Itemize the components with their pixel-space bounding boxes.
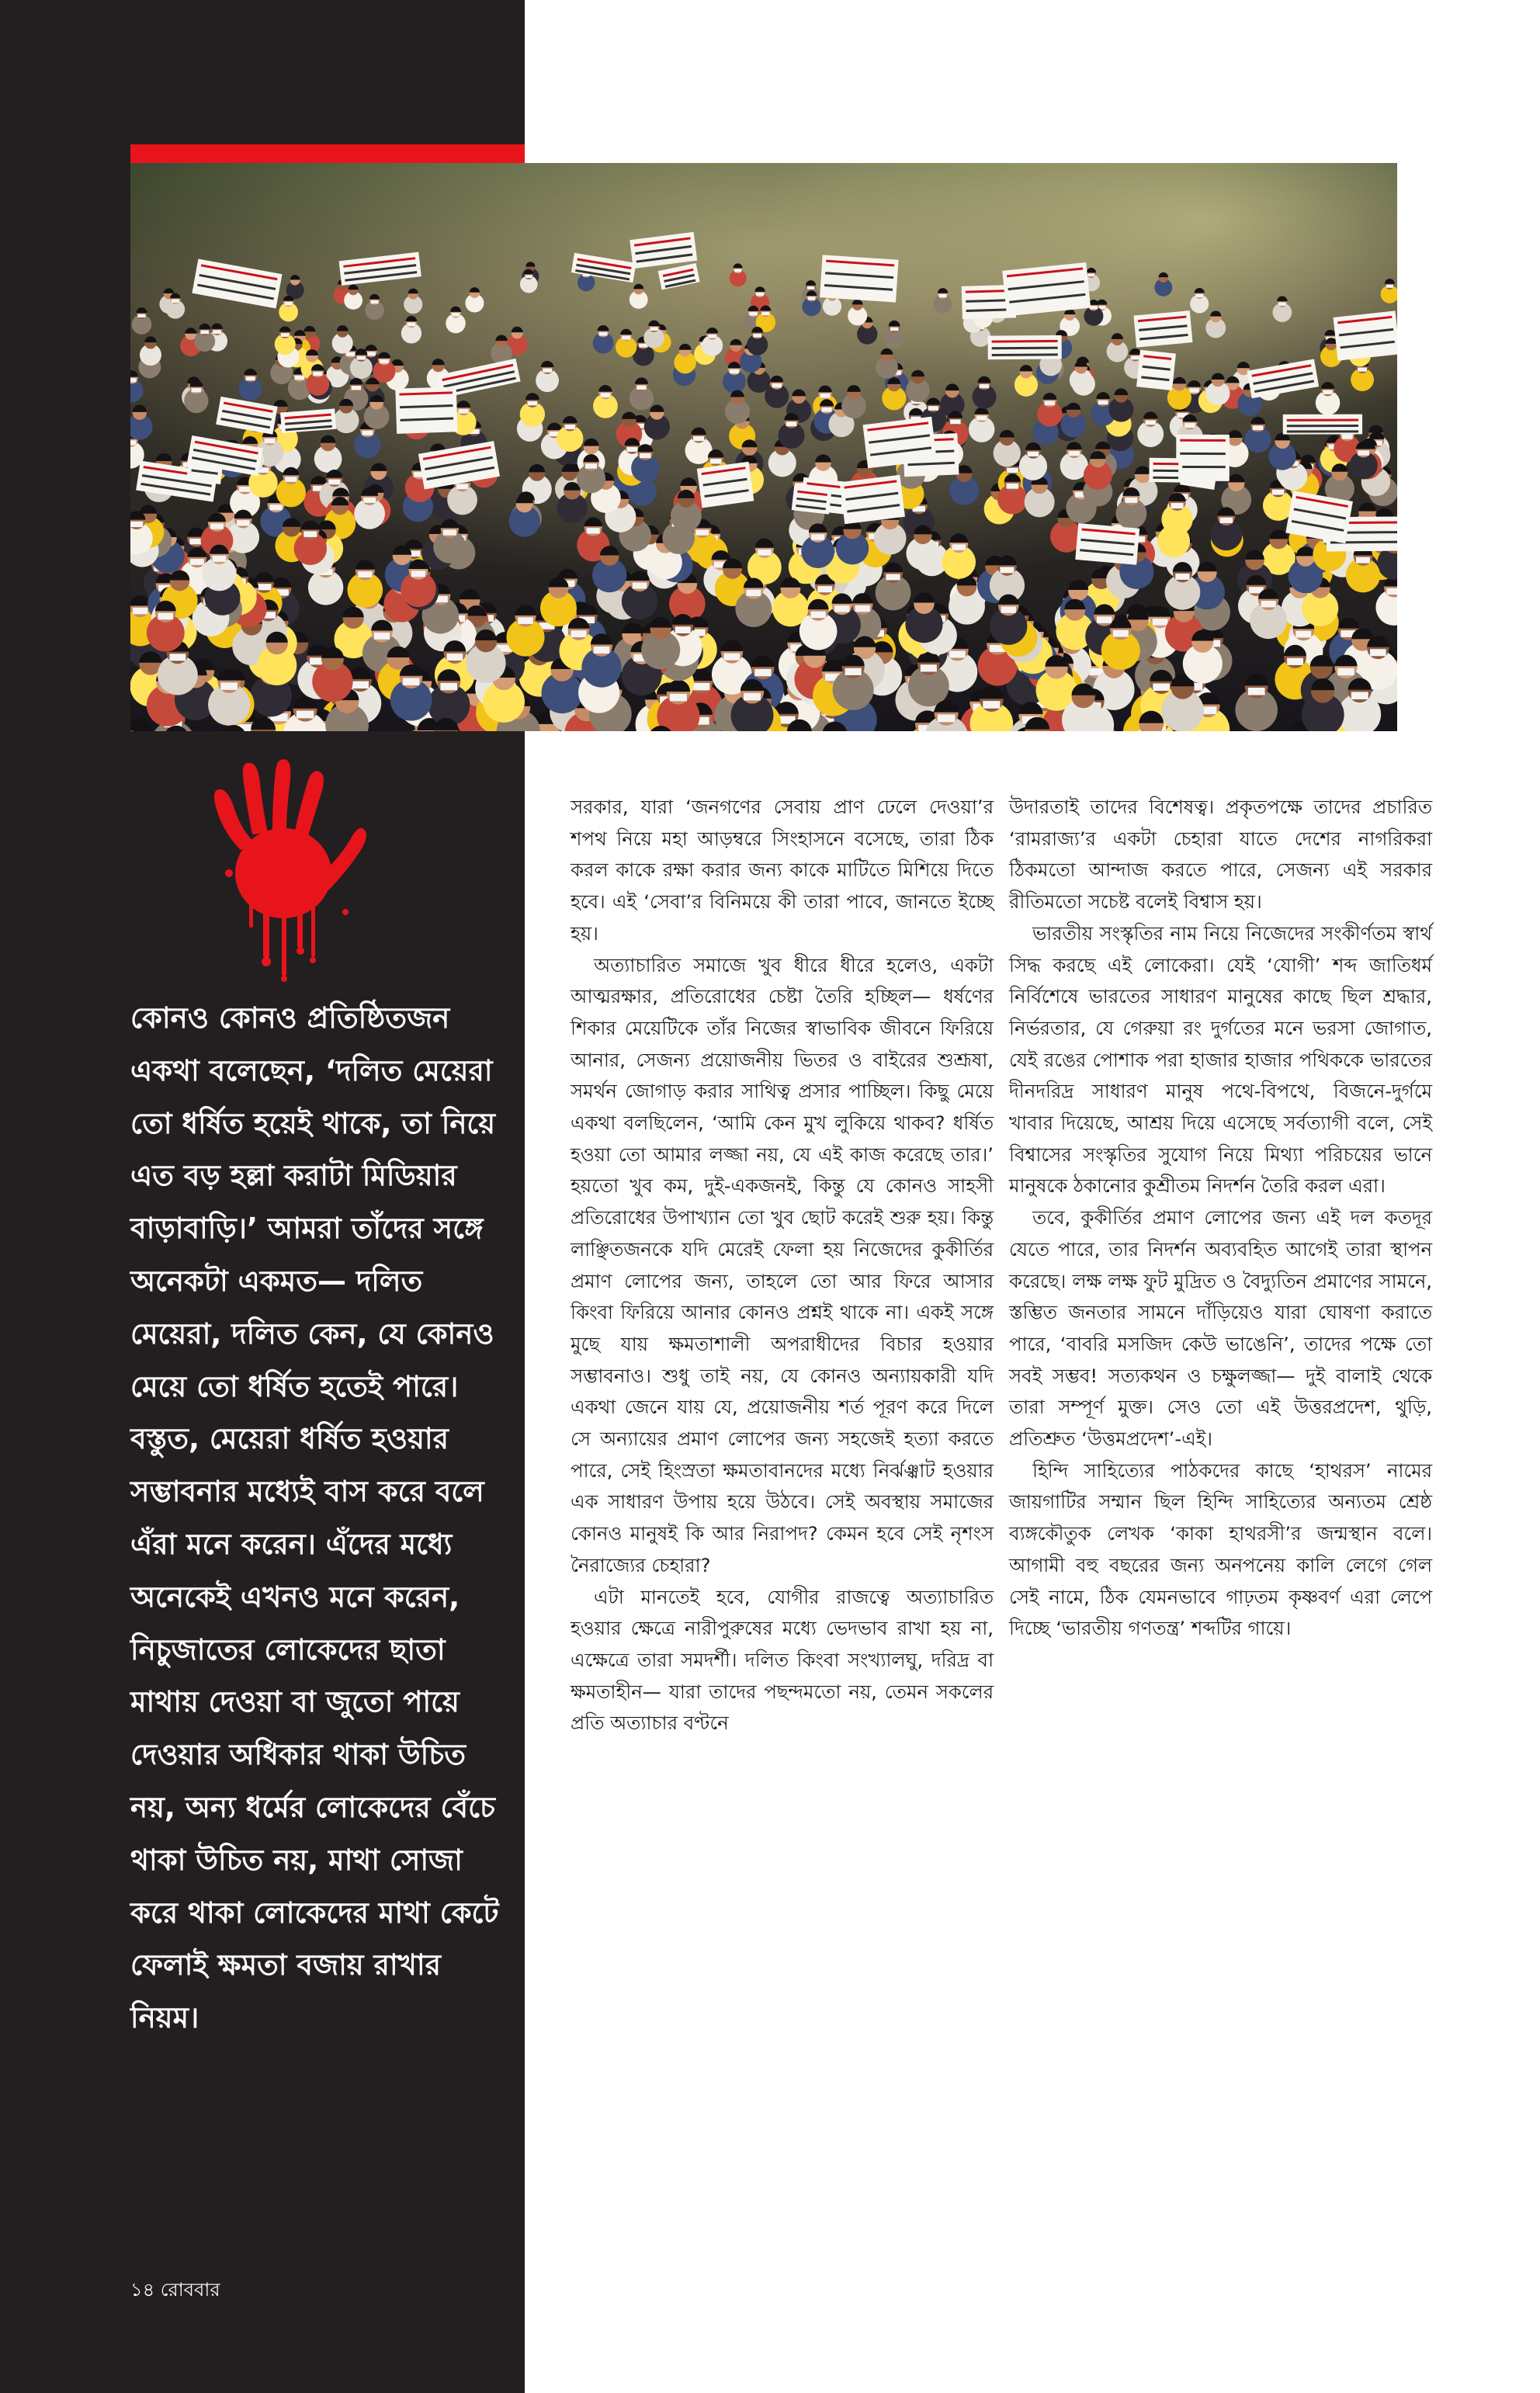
paragraph: হিন্দি সাহিত্যের পাঠকদের কাছে ‘হাথরস’ নামের জায়গাটির সম্মান ছিল হিন্দি সাহিত্যের অন্যতম শ্রেষ্ঠ ব্যঙ্গকৌতুক লেখক ‘কাকা হাথরসী’র জন্মস্থান বলে। আগামী বহু বছরের জন্য অনপনেয় কালি লেগে গেল সেই নামে, ঠিক যেমনভাবে গাঢ়তম কৃষ্ণবর্ণ এরা লেপে দিচ্ছে ‘ভারতীয় গণতন্ত্র’ শব্দটির গায়ে। — [1009, 1458, 1432, 1640]
paragraph: তবে, কুকীর্তির প্রমাণ লোপের জন্য এই দল কতদূর যেতে পারে, তার নিদর্শন অব্যবহিত আগেই তারা স্থাপন করেছে। লক্ষ লক্ষ ফুট মুদ্রিত ও বৈদ্যুতিন প্রমাণের সামনে, স্তম্ভিত জনতার সামনে দাঁড়িয়েও যারা ঘোষণা করাতে পারে, ‘বাবরি মসজিদ কেউ ভাঙেনি’, তাদের পক্ষে তো সবই সম্ভব! সত্যকথন ও চক্ষুলজ্জা— দুই বালাই থেকে তারা সম্পূর্ণ মুক্ত। সেও তো এই উত্তরপ্রদেশ, থুড়ি, প্রতিশ্রুত ‘উত্তমপ্রদেশ’-এই। — [1009, 1206, 1432, 1451]
protest-crowd-illustration — [130, 163, 1397, 731]
paragraph: অত্যাচারিত সমাজে খুব ধীরে ধীরে হলেও, একটা আত্মরক্ষার, প্রতিরোধের চেষ্টা তৈরি হচ্ছিল— ধর্ষণের শিকার মেয়েটিকে তাঁর নিজের স্বাভাবিক জীবনে ফিরিয়ে আনার, সেজন্য প্রয়োজনীয় ভিতর ও বাইরের শুশ্রূষা, সমর্থন জোগাড় করার সাথিত্ব প্রসার পাচ্ছিল। কিছু মেয়ে একথা বলছিলেন, ‘আমি কেন মুখ লুকিয়ে থাকব? ধর্ষিত হওয়া তো আমার লজ্জা নয়, যে এই কাজ করেছে তার।’ হয়তো খুব কম, দুই-একজনই, কিন্তু যে কোনও সাহসী প্রতিরোধের উপাখ্যান তো খুব ছোট করেই শুরু হয়। কিন্তু লাঞ্ছিতজনকে যদি মেরেই ফেলা হয় নিজেদের কুকীর্তির প্রমাণ লোপের জন্য, তাহলে তো আর ফিরে আসার কিংবা ফিরিয়ে আনার কোনও প্রশ্নই থাকে না। একই সঙ্গে মুছে যায় ক্ষমতাশালী অপরাধীদের বিচার হওয়ার সম্ভাবনাও। শুধু তাই নয়, যে কোনও অন্যায়কারী যদি একথা জেনে যায় যে, প্রয়োজনীয় শর্ত পূরণ করে দিলে সে অন্যায়ের প্রমাণ লোপের জন্য সহজেই হত্যা করতে পারে, সেই হিংস্রতা ক্ষমতাবানদের মধ্যে নির্ঝঞ্ঝাট হওয়ার এক সাধারণ উপায় হয়ে উঠবে। সেই অবস্থায় সমাজের কোনও মানুষই কি আর নিরাপদ? কেমন হবে সেই নৃশংস নৈরাজ্যের চেহারা? — [571, 953, 994, 1576]
article-column-1 — [571, 792, 994, 1739]
pull-quote-text: কোনও কোনও প্রতিষ্ঠিতজন একথা বলেছেন, ‘দলিত মেয়েরা তো ধর্ষিত হয়েই থাকে, তা নিয়ে এত বড় হল্লা করাটা মিডিয়ার বাড়াবাড়ি।’ আমরা তাঁদের সঙ্গে অনেকটা একমত— দলিত মেয়েরা, দলিত কেন, যে কোনও মেয়ে তো ধর্ষিত হতেই পারে। বস্তুত, মেয়েরা ধর্ষিত হওয়ার সম্ভাবনার মধ্যেই বাস করে বলে এঁরা মনে করেন। এঁদের মধ্যে অনেকেই এখনও মনে করেন, নিচুজাতের লোকেদের ছাতা মাথায় দেওয়া বা জুতো পায়ে দেওয়ার অধিকার থাকা উচিত নয়, অন্য ধর্মের লোকেদের বেঁচে থাকা উচিত নয়, মাথা সোজা করে থাকা লোকেদের মাথা কেটে ফেলাই ক্ষমতা বজায় রাখার নিয়ম। — [130, 1001, 499, 2035]
paragraph: ভারতীয় সংস্কৃতির নাম নিয়ে নিজেদের সংকীর্ণতম স্বার্থ সিদ্ধ করছে এই লোকেরা। যেই ‘যোগী’ শব্দ জাতিধর্ম নির্বিশেষে ভারতের সাধারণ মানুষের কাছে ছিল শ্রদ্ধার, নির্ভরতার, যে গেরুয়া রং দুর্গতের মনে ভরসা জোগাত, যেই রঙের পোশাক পরা হাজার হাজার পথিককে ভারতের দীনদরিদ্র সাধারণ মানুষ পথে-বিপথে, বিজনে-দুর্গমে খাবার দিয়েছে, আশ্রয় দিয়ে এসেছে সর্বত্যাগী বলে, সেই বিশ্বাসের সংস্কৃতির সুযোগ নিয়ে মিথ্যা পরিচয়ের ভানে মানুষকে ঠকানোর কুশ্রীতম নিদর্শন তৈরি করল এরা। — [1009, 921, 1432, 1198]
pull-quote — [130, 992, 503, 2044]
paragraph: সরকার, যারা ‘জনগণের সেবায় প্রাণ ঢেলে দেওয়া’র শপথ নিয়ে মহা আড়ম্বরে সিংহাসনে বসেছে, তারা ঠিক করল কাকে রক্ষা করার জন্য কাকে মাটিতে মিশিয়ে দিতে হবে। এই ‘সেবা’র বিনিময়ে কী তারা পাবে, জানতে ইচ্ছে হয়। — [571, 796, 994, 945]
paragraph: উদারতাই তাদের বিশেষত্ব। প্রকৃতপক্ষে তাদের প্রচারিত ‘রামরাজ্য’র একটা চেহারা যাতে দেশের নাগরিকরা ঠিকমতো আন্দাজ করতে পারে, সেজন্য এই সরকার রীতিমতো সচেষ্ট বলেই বিশ্বাস হয়। — [1009, 796, 1432, 914]
protest-crowd-photo — [130, 163, 1397, 731]
red-accent-rule — [130, 144, 525, 163]
page-folio: ১৪ রোববার — [130, 2279, 220, 2301]
paragraph: এটা মানতেই হবে, যোগীর রাজত্বে অত্যাচারিত হওয়ার ক্ষেত্রে নারীপুরুষের মধ্যে ভেদভাব রাখা হয় না, এক্ষেত্রে তারা সমদর্শী। দলিত কিংবা সংখ্যালঘু, দরিদ্র বা ক্ষমতাহীন— যারা তাদের পছন্দমতো নয়, তেমন সকলের প্রতি অত্যাচার বণ্টনে — [571, 1585, 994, 1735]
bloody-handprint-icon — [198, 757, 369, 982]
article-column-2 — [1009, 792, 1432, 1645]
